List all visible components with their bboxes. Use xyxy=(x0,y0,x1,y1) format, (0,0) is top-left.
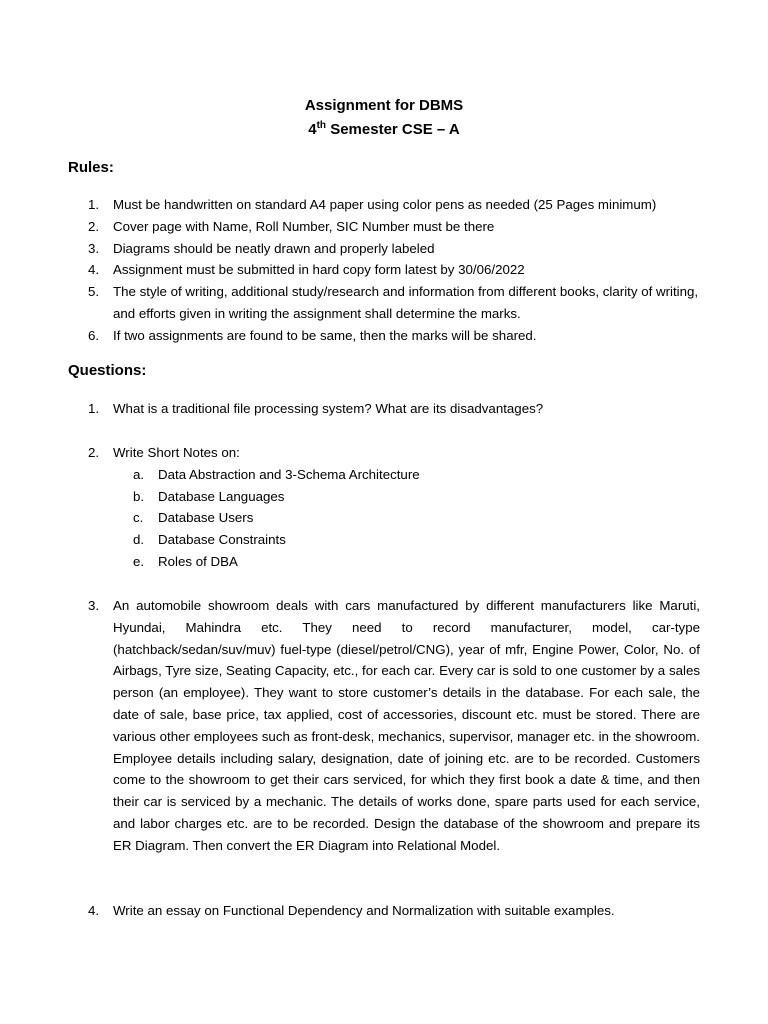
question-text: Write an essay on Functional Dependency and Normalization with suitable examples. xyxy=(113,903,615,918)
sub-item-text: Database Constraints xyxy=(158,532,286,548)
rule-item xyxy=(88,259,708,281)
rule-item xyxy=(88,238,708,260)
sub-item-letter: d. xyxy=(133,532,145,548)
question-text: Write Short Notes on: xyxy=(113,445,240,460)
question-text: What is a traditional file processing system? What are its disadvantages? xyxy=(113,401,544,416)
rule-text: Cover page with Name, Roll Number, SIC Number must be there xyxy=(113,218,495,234)
rule-number: 4. xyxy=(88,262,100,278)
sub-item xyxy=(133,529,700,551)
question-4 xyxy=(88,900,700,922)
rules-heading: Rules: xyxy=(68,159,114,176)
semester-text: Semester CSE – A xyxy=(326,121,460,138)
semester-superscript: th xyxy=(316,120,327,131)
question-1 xyxy=(88,398,700,420)
rule-number: 2. xyxy=(88,218,100,234)
document-title xyxy=(0,94,768,142)
question-2 xyxy=(88,442,700,573)
rule-item xyxy=(88,194,708,216)
rule-item xyxy=(88,216,708,238)
question-number: 4. xyxy=(88,903,100,918)
rule-text: The style of writing, additional study/research and information from different books, clarity of writing, and efforts given in writing the assignment shall determine the marks. xyxy=(113,284,699,321)
rule-item xyxy=(88,325,708,347)
rule-text: If two assignments are found to be same, then the marks will be shared. xyxy=(113,327,537,343)
rule-number: 3. xyxy=(88,240,100,256)
rule-number: 5. xyxy=(88,284,100,300)
sub-item-text: Roles of DBA xyxy=(158,553,238,569)
rule-number: 6. xyxy=(88,327,100,343)
rule-item xyxy=(88,281,708,325)
sub-item xyxy=(133,507,700,529)
sub-item-letter: b. xyxy=(133,488,145,504)
rule-number: 1. xyxy=(88,197,100,212)
title-semester xyxy=(0,118,768,142)
sub-item-text: Data Abstraction and 3-Schema Architecture xyxy=(158,466,420,482)
question-3 xyxy=(88,595,700,857)
question-text: An automobile showroom deals with cars manufactured by different manufacturers like Maruti, Hyundai, Mahindra etc. They need to record manufacturer, model, car-type (hatchback/sedan/suv/muv) fuel-type (diesel/petrol/CNG), year of mfr, Engine Power, Color, No. of Airbags, Tyre size, Seating Capacity, etc., for each car. Every car is sold to one customer by a sales person (an employee). They want to store customer’s details in the database. For each sale, the date of sale, base price, tax applied, cost of accessories, discount etc. must be stored. There are various other employees such as front-desk, mechanics, supervisor, manager etc. in the showroom. Employee details including salary, designation, date of joining etc. are to be recorded. Customers come to the showroom to get their cars serviced, for which they first book a date & time, and then their car is serviced by a mechanic. The details of works done, spare parts used for each service, and labor charges etc. are to be recorded. Design the database of the showroom and prepare its ER Diagram. Then convert the ER Diagram into Relational Model. xyxy=(113,598,700,853)
rule-text: Diagrams should be neatly drawn and properly labeled xyxy=(113,240,435,256)
sub-item xyxy=(133,551,700,573)
question-number: 3. xyxy=(88,598,100,613)
questions-heading: Questions: xyxy=(68,362,147,379)
rule-text: Must be handwritten on standard A4 paper using color pens as needed (25 Pages minimum) xyxy=(113,197,657,212)
sub-item-letter: e. xyxy=(133,553,145,569)
semester-number: 4 xyxy=(308,121,317,138)
title-course: Assignment for DBMS xyxy=(304,97,464,114)
rule-text: Assignment must be submitted in hard copy form latest by 30/06/2022 xyxy=(113,262,525,278)
question-number: 1. xyxy=(88,401,100,416)
rules-list xyxy=(88,194,708,347)
sub-item xyxy=(133,464,700,486)
sub-item-letter: c. xyxy=(133,510,144,526)
short-notes-list xyxy=(88,464,700,573)
sub-item-text: Database Languages xyxy=(158,488,285,504)
question-number: 2. xyxy=(88,445,100,460)
sub-item-text: Database Users xyxy=(158,510,254,526)
sub-item xyxy=(133,486,700,508)
sub-item-letter: a. xyxy=(133,466,145,482)
